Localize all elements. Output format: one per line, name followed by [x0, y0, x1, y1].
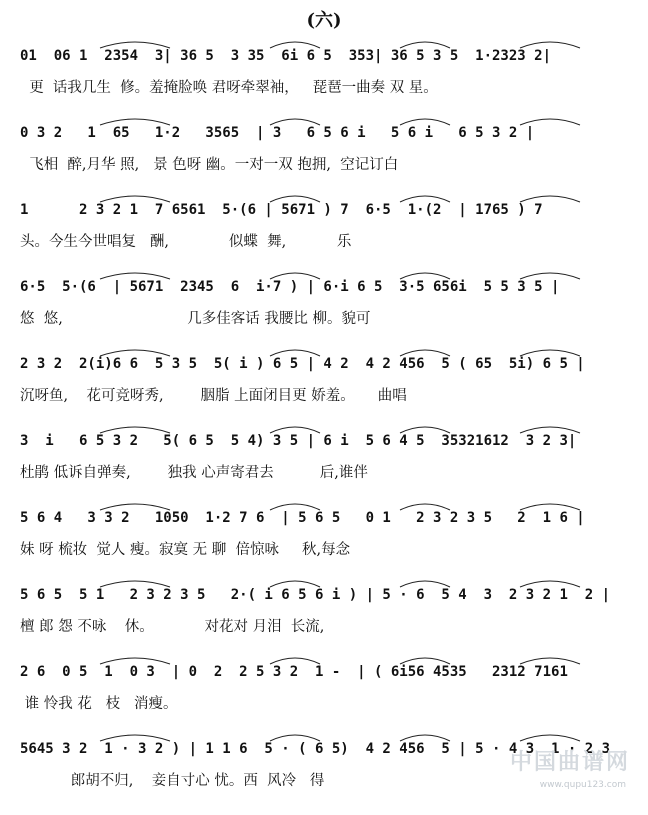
notation-line: 1 2 3 2 1 7 6561 5·(6 | 5671 ) 7 6·5 1·(2 | 1765 ) 7 [20, 202, 543, 218]
notation-line: 2 6 0 5 1 0 3 | 0 2 2 5 3 2 1 - | ( 6i56 4535 2312 7161 [20, 664, 568, 680]
section-title: (六) [306, 10, 342, 31]
score-system [0, 658, 648, 738]
watermark-logo: 中国曲谱网 [509, 750, 630, 775]
notation-line: 5 6 5 5 1 2 3 2 3 5 2·( i 6 5 6 i ) | 5 · 6 5 4 3 2 3 2 1 2 | [20, 587, 611, 603]
notation-line: 01 06 1 2354 3| 36 5 3 35 6i 6 5 353| 36 5 3 5 1·2323 2| [20, 48, 552, 64]
score-system [0, 427, 648, 507]
score-system [0, 350, 648, 430]
notation-line: 5645 3 2 1 · 3 2 ) | 1 1 6 5 · ( 6 5) 4 2 456 5 | 5 · 4 3 1 · 2 3 [20, 741, 611, 757]
lyrics-line: 妹 呀 梳妆 觉人 瘦。寂寞 无 聊 倍惊咏 秋,每念 [20, 542, 351, 558]
notation-line: 2 3 2 2(i)6 6 5 3 5 5( i ) 6 5 | 4 2 4 2 456 5 ( 65 5i) 6 5 | [20, 356, 585, 372]
score-system [0, 581, 648, 661]
notation-line: 5 6 4 3 3 2 1050 1·2 7 6 | 5 6 5 0 1 2 3 2 3 5 2 1 6 | [20, 510, 585, 526]
lyrics-line: 杜鹃 低诉自弹奏, 独我 心声寄君去 后,谁伴 [20, 465, 368, 481]
watermark-url: www.qupu123.com [539, 780, 626, 790]
lyrics-line: 头。今生今世唱复 酬, 似蝶 舞, 乐 [20, 234, 352, 250]
lyrics-line: 檀 郎 怨 不咏 休。 对花对 月泪 长流, [20, 619, 325, 635]
notation-line: 6·5 5·(6 | 5671 2345 6 i·7 ) | 6·i 6 5 3·5 656i 5 5 3 5 | [20, 279, 560, 295]
lyrics-line: 飞相 醉,月华 照, 景 色呀 幽。一对一双 抱拥, 空记订白 [20, 157, 399, 173]
lyrics-line: 更 话我几生 修。羞掩脸唤 君呀牵翠袖， 琵琶一曲奏 双 星。 [20, 80, 438, 96]
score-system [0, 119, 648, 199]
notation-line: 3 i 6 5 3 2 5( 6 5 5 4) 3 5 | 6 i 5 6 4 5 35321612 3 2 3| [20, 433, 577, 449]
watermark [486, 734, 636, 794]
score-system [0, 42, 648, 122]
score-system [0, 196, 648, 276]
lyrics-line: 沉呀鱼, 花可竞呀秀, 胭脂 上面闭目更 娇羞。 曲唱 [20, 388, 407, 404]
notation-line: 0 3 2 1 65 1·2 3565 | 3 6 5 6 i 5 6 i 6 5 3 2 | [20, 125, 535, 141]
score-system [0, 273, 648, 353]
lyrics-line: 悠 悠, 几多佳客话 我腰比 柳。貌可 [20, 311, 371, 327]
lyrics-line: 郎胡不归, 妾自寸心 忧。西 风冷 得 [20, 773, 325, 789]
score-system [0, 504, 648, 584]
lyrics-line: 谁 怜我 花 枝 消瘦。 [20, 696, 178, 712]
